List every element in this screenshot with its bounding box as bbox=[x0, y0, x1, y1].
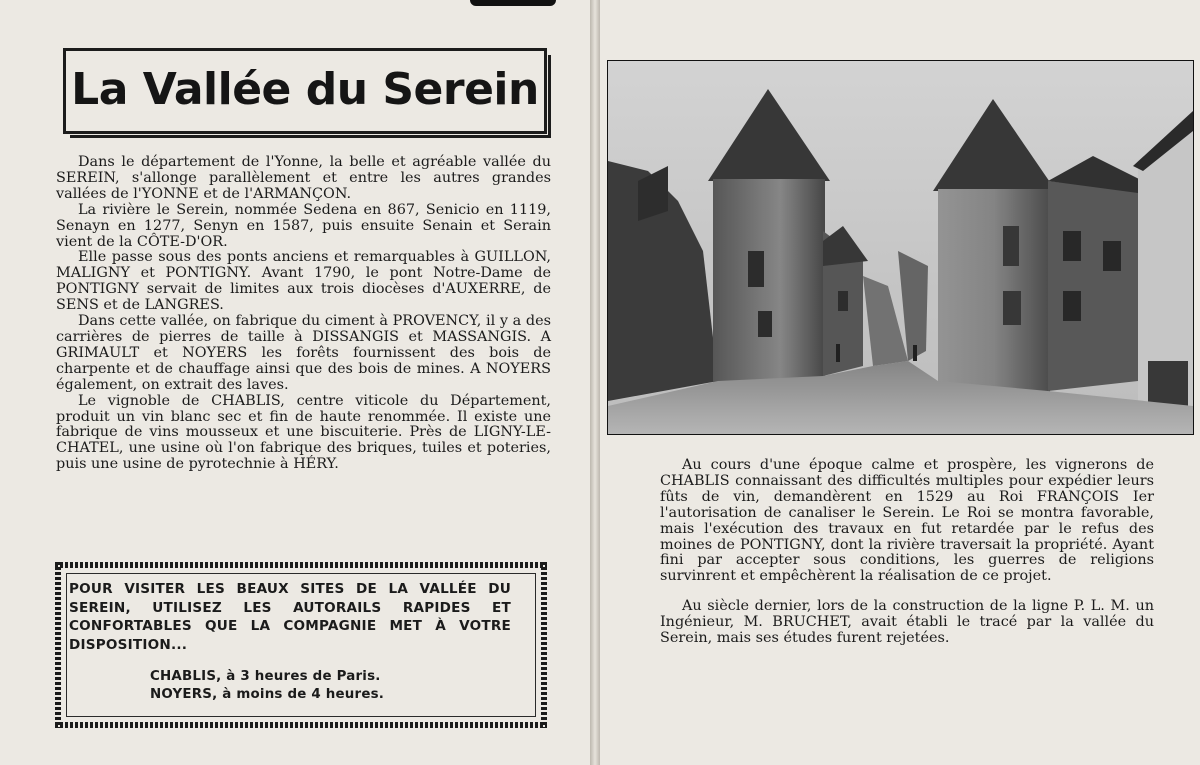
left-body-text bbox=[56, 155, 551, 473]
title-box bbox=[63, 48, 547, 134]
paragraph: Le vignoble de CHABLIS, centre viticole du Département, produit un vin blanc sec et fin de haute renommée. Il existe une fabrique de vins mousseux et une biscuiterie. Près de LIGNY-LE-CHATEL, une usine où l'on fabrique des briques, tuiles et poteries, puis une usine de pyrotechnie à HÉRY. bbox=[56, 392, 551, 473]
advert-line-chablis: CHABLIS, à 3 heures de Paris. bbox=[150, 669, 381, 684]
page-title: La Vallée du Serein bbox=[71, 64, 539, 115]
advert-line-noyers: NOYERS, à moins de 4 heures. bbox=[150, 687, 385, 702]
paragraph: Au cours d'une époque calme et prospère, les vignerons de CHABLIS connaissant des difficultés multiples pour expédier leurs fûts de vin, demandèrent en 1529 au Roi FRANÇOIS Ier l'autorisation de canaliser le Serein. Le Roi se montra favorable, mais l'exécution des travaux en fut retardée par le refus des moines de PONTIGNY, dont la rivière traversait la propriété. Ayant fini par accepter sous conditions, les guerres de religions survinrent et empêchèrent la réalisation de ce projet. bbox=[660, 457, 1154, 585]
advert-text: POUR VISITER LES BEAUX SITES DE LA VALLÉE DU SEREIN, UTILISEZ LES AUTORAILS RAPIDES ET CONFORTABLES QUE LA COMPAGNIE MET À VOTRE DISPOSITION... bbox=[69, 581, 511, 653]
paragraph: Dans le département de l'Yonne, la belle et agréable vallée du SEREIN, s'allonge parallèlement et entre les autres grandes vallées de l'YONNE et de l'ARMANÇON. bbox=[56, 154, 551, 202]
advert-box bbox=[55, 562, 547, 728]
paragraph: La rivière le Serein, nommée Sedena en 867, Senicio en 1119, Senayn en 1277, Senyn en 1587, puis ensuite Senain et Serain vient de la CÔTE-D'OR. bbox=[56, 201, 551, 250]
right-body-text bbox=[660, 458, 1154, 647]
book-gutter bbox=[590, 0, 600, 765]
binding-tab bbox=[470, 0, 556, 6]
paragraph: Dans cette vallée, on fabrique du ciment à PROVENCY, il y a des carrières de pierres de taille à DISSANGIS et MASSANGIS. A GRIMAULT et NOYERS les forêts fournissent des bois de charpente et de chauffage ainsi que des bois de mines. A NOYERS également, on extrait des laves. bbox=[56, 313, 551, 393]
village-street-photo bbox=[608, 61, 1193, 434]
paragraph: Au siècle dernier, lors de la construction de la ligne P. L. M. un Ingénieur, M. BRUCHET, avait établi le tracé par la vallée du Serein, mais ses études furent rejetées. bbox=[660, 598, 1154, 647]
photograph bbox=[607, 60, 1194, 435]
paragraph: Elle passe sous des ponts anciens et remarquables à GUILLON, MALIGNY et PONTIGNY. Avant 1790, le pont Notre-Dame de PONTIGNY servait de limites aux trois diocèses d'AUXERRE, de SENS et de LANGRES. bbox=[56, 249, 551, 314]
